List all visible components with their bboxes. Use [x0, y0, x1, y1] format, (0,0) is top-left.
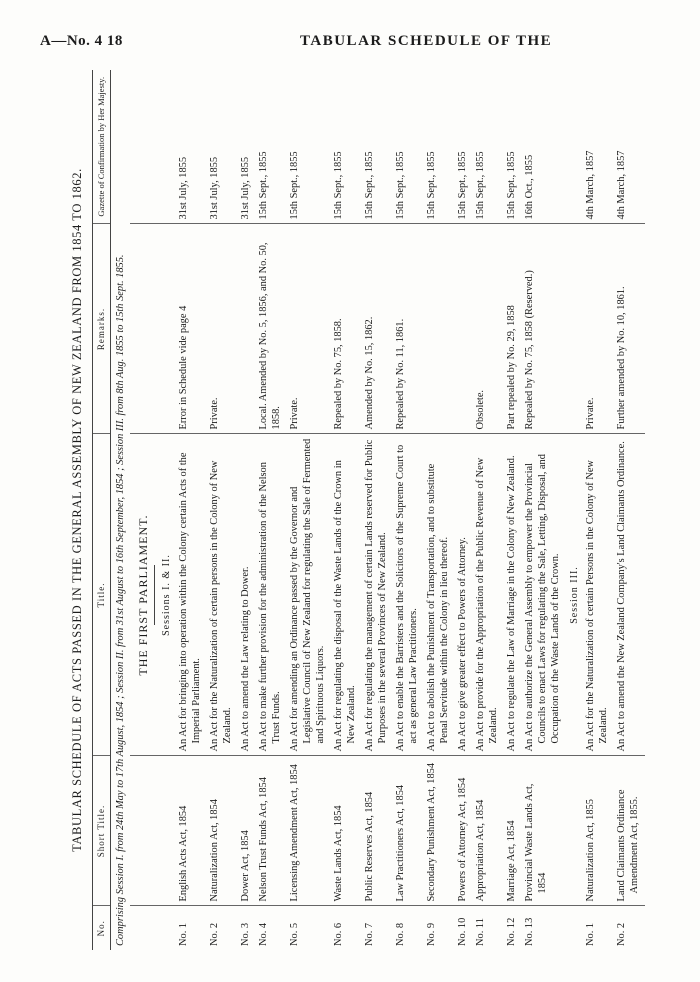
act-number: No. 1	[585, 922, 597, 946]
remarks: Repealed by No. 75, 1858.	[331, 224, 362, 434]
table-row	[176, 70, 207, 950]
act-title: An Act for the Naturalization of certain persons in the Colony of New Zealand.	[207, 434, 238, 756]
act-number: No. 12	[505, 917, 517, 946]
act-number: No. 11	[474, 918, 486, 946]
gazette-date: 15th Sept., 1855	[424, 70, 455, 224]
short-title: Law Practitioners Act, 1854	[393, 756, 424, 906]
session-heading-2: Session III.	[566, 434, 584, 756]
running-head: TABULAR SCHEDULE OF THE	[300, 33, 553, 49]
remarks: Amended by No. 15, 1862.	[362, 224, 393, 434]
table-row	[473, 70, 504, 950]
comprising-row	[111, 70, 131, 950]
act-title: An Act to amend the New Zealand Company's Land Claimants Ordinance.	[614, 434, 645, 756]
table-row	[256, 70, 287, 950]
remarks: Private.	[207, 224, 238, 434]
act-title: An Act to authorize the General Assembly to empower the Provincial Councils to enact Laws for regulating the Sale, Letting, Disposal, and Occupation of the Waste Lands of the Crown.	[522, 434, 566, 756]
session-heading-1: Sessions I. & II.	[158, 434, 176, 756]
col-header-gazette: Gazette of Confirmation by Her Majesty.	[93, 70, 111, 224]
act-title: An Act for regulating the management of certain Lands reserved for Public Purposes in the several Provinces of New Zealand.	[362, 434, 393, 756]
act-number: No. 1	[177, 922, 189, 946]
col-header-no: No.	[93, 906, 111, 950]
page-number: A—No. 4 18	[40, 33, 123, 49]
gazette-date: 15th Sept., 1855	[362, 70, 393, 224]
parliament-row	[130, 70, 158, 950]
act-title: An Act to provide for the Appropriation of the Public Revenue of New Zealand.	[473, 434, 504, 756]
remarks: Repealed by No. 11, 1861.	[393, 224, 424, 434]
gazette-date: 15th Sept., 1855	[455, 70, 473, 224]
parliament-heading: THE FIRST PARLIAMENT.	[136, 514, 151, 676]
act-number: No. 8	[394, 922, 406, 946]
col-header-title: Title.	[93, 434, 111, 756]
short-title: Appropriation Act, 1854	[473, 756, 504, 906]
table-row	[522, 70, 566, 950]
short-title: Land Claimants Ordinance Amendment Act, 1855.	[614, 756, 645, 906]
act-number: No. 7	[363, 922, 375, 946]
act-title: An Act to enable the Barristers and the Solicitors of the Supreme Court to act as general Law Practitioners.	[393, 434, 424, 756]
gazette-date: 4th March, 1857	[614, 70, 645, 224]
remarks	[238, 224, 256, 434]
remarks: Private.	[583, 224, 614, 434]
gazette-date: 16th Oct., 1855	[522, 70, 566, 224]
act-number: No. 3	[239, 922, 251, 946]
act-title: An Act to make further provision for the administration of the Nelson Trust Funds.	[256, 434, 287, 756]
table-row	[393, 70, 424, 950]
act-number: No. 2	[208, 922, 220, 946]
col-header-short-title: Short Title.	[93, 756, 111, 906]
table-row	[331, 70, 362, 950]
act-number: No. 2	[616, 922, 628, 946]
table-row	[362, 70, 393, 950]
table-row	[455, 70, 473, 950]
short-title: Waste Lands Act, 1854	[331, 756, 362, 906]
act-title: An Act for regulating the disposal of the Waste Lands of the Crown in New Zealand.	[331, 434, 362, 756]
gazette-date: 31st July, 1855	[207, 70, 238, 224]
short-title: Marriage Act, 1854	[504, 756, 522, 906]
acts-table	[92, 70, 645, 950]
gazette-date: 15th Sept., 1855	[504, 70, 522, 224]
act-title: An Act for amending an Ordinance passed by the Governor and Legislative Council of New Zealand for regulating the Sale of Fermented and Spirituous Liquors.	[287, 434, 331, 756]
short-title: English Acts Act, 1854	[176, 756, 207, 906]
short-title: Powers of Attorney Act, 1854	[455, 756, 473, 906]
remarks: Repealed by No. 75, 1858 (Reserved.)	[522, 224, 566, 434]
short-title: Provincial Waste Lands Act, 1854	[522, 756, 566, 906]
remarks: Obsolete.	[473, 224, 504, 434]
gazette-date: 15th Sept., 1855	[331, 70, 362, 224]
table-body	[111, 70, 646, 950]
remarks	[424, 224, 455, 434]
col-header-remarks: Remarks.	[93, 224, 111, 434]
gazette-date: 31st July, 1855	[238, 70, 256, 224]
short-title: Secondary Punishment Act, 1854	[424, 756, 455, 906]
comprising-text: Comprising Session I. from 24th May to 17th August, 1854 ; Session II. from 31st August to 16th September, 1854 ; Session III. from 8th Aug. 1855 to 15th Sept. 1855.	[115, 254, 127, 946]
act-title: An Act to give greater effect to Powers of Attorney.	[455, 434, 473, 756]
act-number: No. 13	[523, 917, 535, 946]
short-title: Dower Act, 1854	[238, 756, 256, 906]
table-row	[238, 70, 256, 950]
gazette-date: 15th Sept., 1855	[473, 70, 504, 224]
remarks: Part repealed by No. 29, 1858	[504, 224, 522, 434]
gazette-date: 15th Sept., 1855	[287, 70, 331, 224]
remarks: Error in Schedule vide page 4	[176, 224, 207, 434]
table-row	[424, 70, 455, 950]
act-number: No. 6	[332, 922, 344, 946]
gazette-date: 15th Sept., 1855	[256, 70, 287, 224]
rotated-table-page	[70, 70, 660, 950]
session-row-2	[566, 70, 584, 950]
act-title: An Act for the Naturalization of certain Persons in the Colony of New Zealand.	[583, 434, 614, 756]
short-title: Public Reserves Act, 1854	[362, 756, 393, 906]
act-number: No. 9	[425, 922, 437, 946]
remarks: Private.	[287, 224, 331, 434]
short-title: Naturalization Act, 1855	[583, 756, 614, 906]
act-title: An Act for bringing into operation within the Colony certain Acts of the Imperial Parliament.	[176, 434, 207, 756]
table-row	[583, 70, 614, 950]
session-row-1	[158, 70, 176, 950]
act-title: An Act to abolish the Punishment of Transportation, and to substitute Penal Servitude within the Colony in lieu thereof.	[424, 434, 455, 756]
schedule-title: TABULAR SCHEDULE OF ACTS PASSED IN THE GENERAL ASSEMBLY OF NEW ZEALAND FROM 1854 TO 1862.	[70, 168, 84, 852]
act-number: No. 4	[257, 922, 269, 946]
table-row	[504, 70, 522, 950]
remarks: Local. Amended by No. 5, 1856, and No. 50, 1858.	[256, 224, 287, 434]
short-title: Naturalization Act, 1854	[207, 756, 238, 906]
remarks	[455, 224, 473, 434]
table-row	[287, 70, 331, 950]
act-title: An Act to amend the Law relating to Dower.	[238, 434, 256, 756]
gazette-date: 31st July, 1855	[176, 70, 207, 224]
remarks: Further amended by No. 10, 1861.	[614, 224, 645, 434]
gazette-date: 4th March, 1857	[583, 70, 614, 224]
gazette-date: 15th Sept., 1855	[393, 70, 424, 224]
act-number: No. 10	[456, 917, 468, 946]
table-header-row	[93, 70, 111, 950]
act-number: No. 5	[288, 922, 300, 946]
table-row	[614, 70, 645, 950]
short-title: Nelson Trust Funds Act, 1854	[256, 756, 287, 906]
act-title: An Act to regulate the Law of Marriage in the Colony of New Zealand.	[504, 434, 522, 756]
short-title: Licensing Amendment Act, 1854	[287, 756, 331, 906]
table-row	[207, 70, 238, 950]
